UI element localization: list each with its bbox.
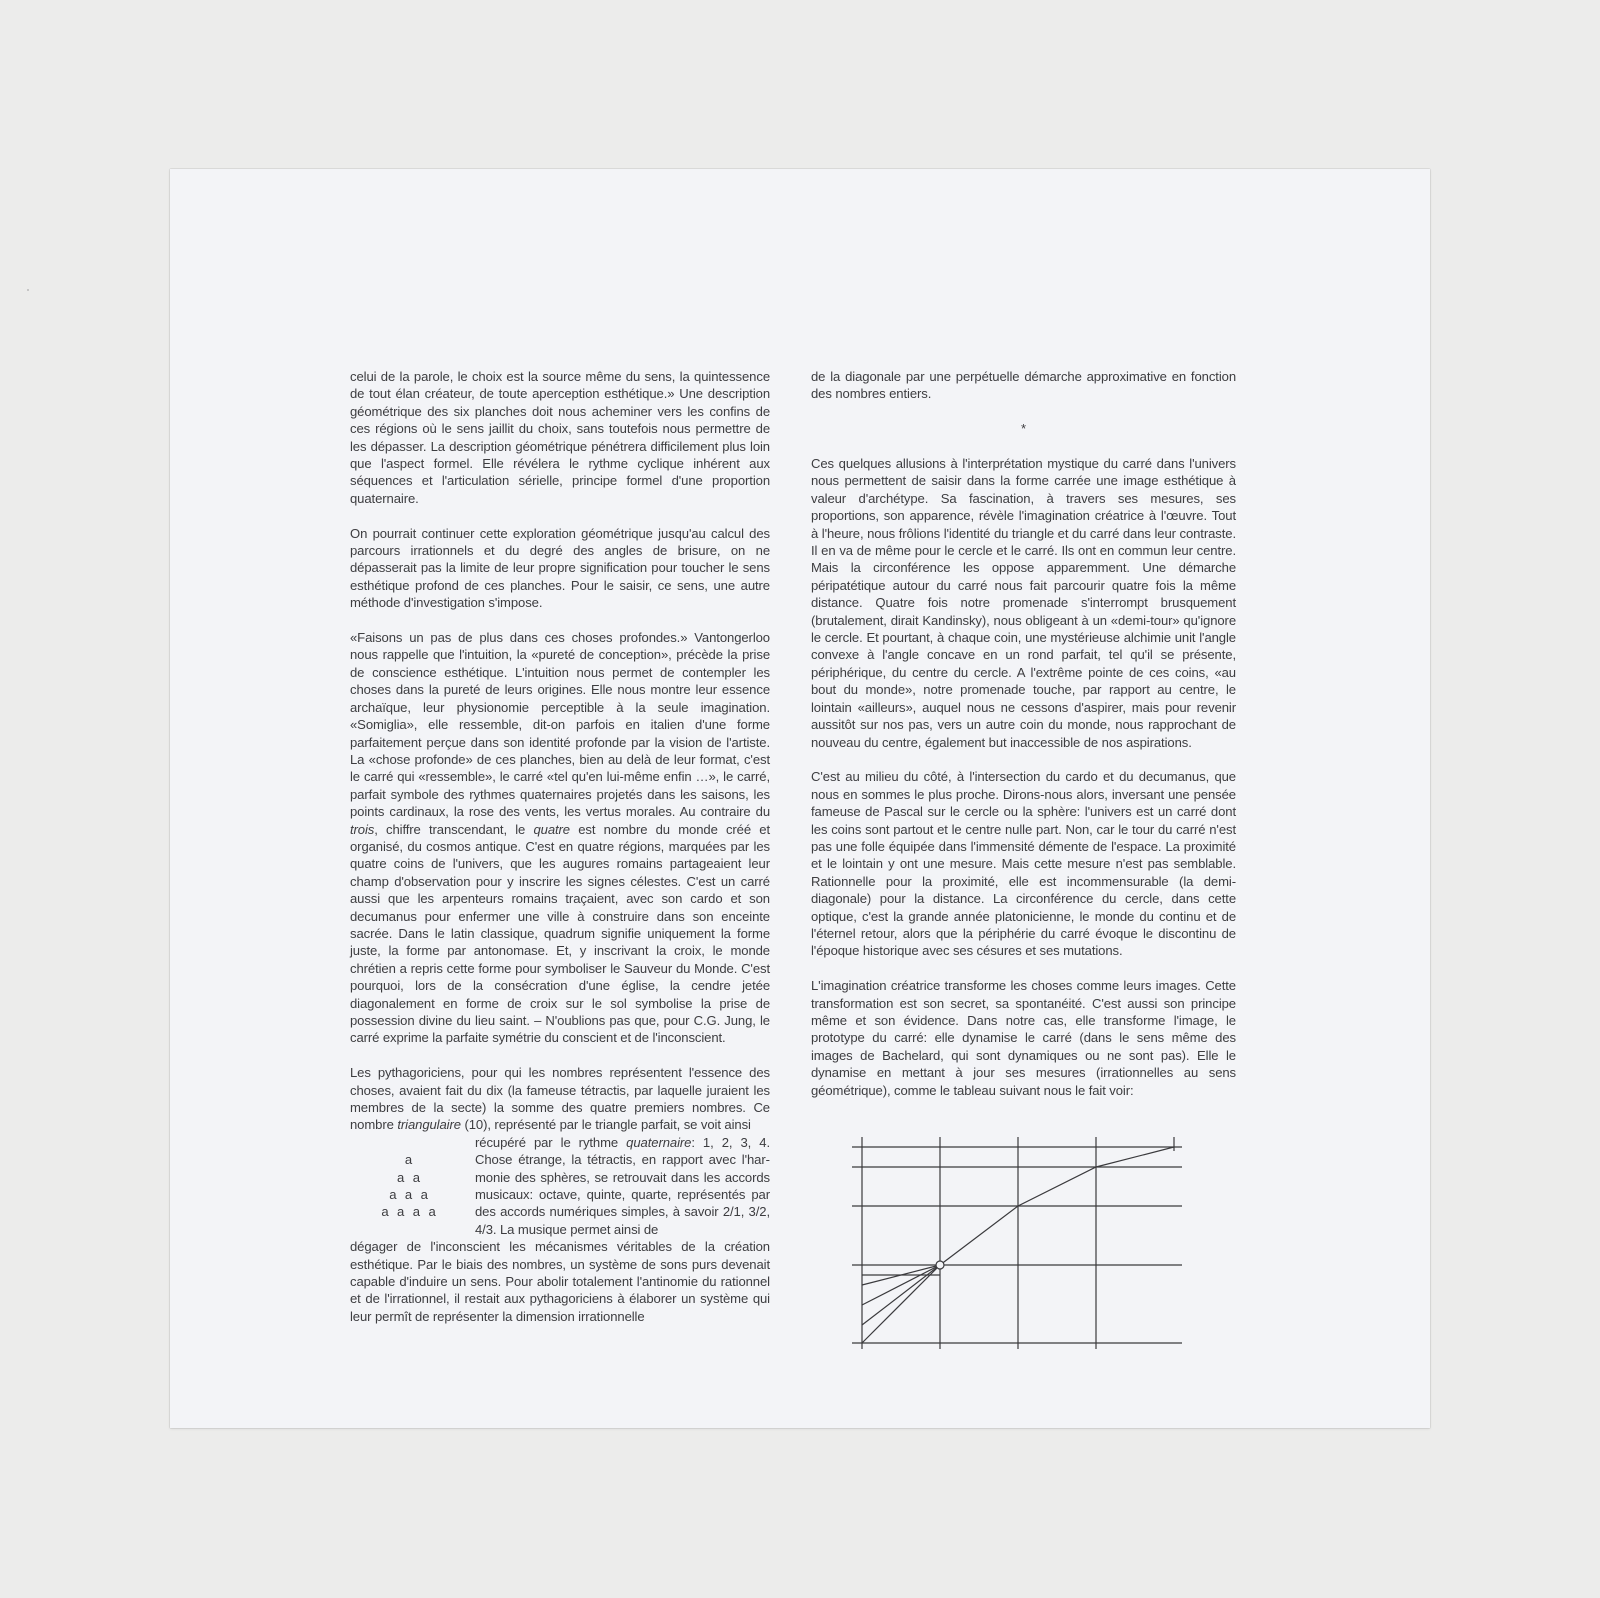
left-column xyxy=(350,368,770,1325)
tetractys-side-part: : 1, 2, 3, 4. Chose étrange, la tétractis, en rapport avec l'harmonie des sphères, se retrouvait dans les accords musicaux: octave, quinte, quarte, représentés par des accords numériques simples, à savoir 2/1, 3/2, 4/3. xyxy=(475,1134,770,1237)
paragraph-intuition xyxy=(350,629,770,1047)
tetractys-row-1: a xyxy=(404,1152,413,1168)
paragraph-cardo-decumanus: C'est au milieu du côté, à l'intersection du cardo et du decumanus, que nous en sommes le plus proche. Dirons-nous alors, inversant une pensée fameuse de Pascal sur le cercle ou la sphère: l'univers est un carré dont les coins sont partout et le centre nulle part. Non, car le tour du carré n'est pas une folle équipée dans l'immensité démente de l'espace. La proximité et le lointain y ont une mesure. Mais cette mesure n'est pas semblable. Rationnelle pour la proximité, elle est incommensurable (la demi-diagonale) pour la distance. La circonférence du cercle, dans cette optique, c'est la grande année platonicienne, le monde du continu et de l'éternel retour, alors que la périphérie du carré évoque le discontinu de l'époque historique avec ses césures et ses mutations. xyxy=(811,769,1236,959)
italic-quatre: quatre xyxy=(533,821,570,837)
right-column xyxy=(811,368,1236,1099)
paragraph-pythagoreans xyxy=(350,1064,770,1134)
tetractys-side-text xyxy=(475,1134,770,1238)
tetractys-figure xyxy=(350,1134,475,1238)
italic-quaternaire: quaternaire xyxy=(626,1134,692,1150)
paragraph-intuition-part: est nombre du monde créé et organisé, du cosmos antique. C'est en quatre régions, marquées par les quatre coins de l'univers, que les augures romains partageaient leur champ d'observation pour y inscrire les signes célestes. C'est un carré aussi que les arpenteurs romains traçaient, avec son cardo et son decumanus pour enfermer une ville à construire dans son enceinte sacrée. Dans le latin classique, quadrum signifie uniquement la forme juste, la forme par antonomase. Et, y inscrivant la croix, le monde chrétien a repris cette forme pour symboliser le Sauveur du Monde. C'est pourquoi, lors de la consécration d'une église, la cendre jetée diagonalement en forme de croix sur le sol symbolise la prise de possession divine du lieu saint. – N'oublions pas que, pour C.G. Jung, le carré exprime la parfaite symétrie du conscient et de l'inconscient. xyxy=(350,821,770,1046)
paragraph-intuition-part: , chiffre transcendant, le xyxy=(374,821,534,837)
document-page xyxy=(170,169,1430,1428)
paragraph-creative-imagination: L'imagination créatrice transforme les choses comme leurs images. Cette transformation est son secret, sa spontanéité. C'est aussi son principe même et son évidence. Dans notre cas, elle transforme l'image, le prototype du carré: elle dynamise le carré (dans le sens même des images de Bachelard, qui sont dynamiques ou ne sont pas). Elle le dynamise en mettant à jour ses mesures (irrationnelles au sens géométrique), comme le tableau suivant nous le fait voir: xyxy=(811,978,1236,1098)
tetractys-row-2: a a xyxy=(397,1169,420,1185)
paragraph-diagonal: de la diagonale par une perpétuelle démarche approximative en fonction des nombres entiers. xyxy=(811,369,1236,402)
center-point xyxy=(936,1261,944,1269)
ray-line xyxy=(862,1265,940,1343)
paragraph-mystic-square: Ces quelques allusions à l'interprétation mystique du carré dans l'univers nous permettent de saisir dans la forme carrée une image esthétique à valeur d'archétype. Sa fascination, à travers ses mesures, ses proportions, son apparence, révèle l'imagination créatrice à l'œuvre. Tout à l'heure, nous frôlions l'identité du triangle et du carré dans leur contraste. Il en va de même pour le cercle et le carré. Ils ont en commun leur centre. Mais la circonférence les oppose apparemment. Une démarche péripatétique autour du carré nous fait parcourir quatre fois la même distance. Quatre fois notre promenade s'interrompt brusquement (brutalement, dirait Kandinsky), nous obligeant à un «demi-tour» qu'ignore le cercle. Et pourtant, à chaque coin, une mystérieuse alchimie unit l'angle convexe à l'angle concave en un rond parfait, tel qu'il se présente, périphérique, du centre du cercle. A l'extrême pointe de ces coins, «au bout du monde», notre promenade touche, par rapport au centre, le lointain «ailleurs», auquel nous ne cessons d'aspirer, mais pour revenir aussitôt sur nos pas, vers un autre coin du monde, nous rapprochant de nouveau du centre, également but inaccessible de nos aspirations. xyxy=(811,456,1236,750)
tetractys-block xyxy=(350,1134,770,1238)
ray-line xyxy=(862,1265,940,1305)
italic-trois: trois xyxy=(350,821,375,837)
section-asterisk: * xyxy=(1021,421,1026,437)
paragraph-intuition-part: «Faisons un pas de plus dans ces choses profondes.» Vantongerloo nous rappelle que l'intuition, la «pureté de conception», précède la prise de conscience esthétique. L'intuition nous permet de contempler les choses dans la pureté de leurs origines. Elle nous montre leur essence archaïque, leur physionomie perceptible à la seule imagination. «Somiglia», elle ressemble, dit-on parfois en italien d'une forme parfaitement perçue dans son identité profonde par la vision de l'artiste. La «chose profonde» de ces planches, bien au delà de leur format, c'est le carré qui «ressemble», le carré «tel qu'en lui-même enfin …», le carré, parfait symbole des rythmes quaternaires projetés dans les saisons, les points cardinaux, la rose des vents, les vertus morales. Au contraire du xyxy=(350,630,770,820)
paragraph-pythagoreans-part: Les pythagoriciens, pour qui les nombres représentent l'essence des choses, avaient fait du dix (la fameuse tétractis, par laquelle juraient les membres de la secte) la somme des quatre premiers nombres. Ce nombre xyxy=(350,1065,770,1133)
paragraph-geometric-exploration: On pourrait continuer cette exploration géométrique jusqu'au calcul des parcours irrationnels et du degré des angles de brisure, on ne dépasserait pas la limite de leur propre signification pour toucher le sens esthétique profond de ces planches. Pour le saisir, ce sens, une autre méthode d'investigation s'impose. xyxy=(350,525,770,611)
paragraph-pythagoreans-part: (10), représenté par le triangle parfait, se voit ainsi xyxy=(460,1117,751,1133)
pythagoreans-continuation xyxy=(350,1238,770,1325)
square-measures-diagram xyxy=(852,1129,1192,1349)
tetractys-row-4: a a a a xyxy=(381,1204,436,1220)
tetractys-side-part: récupéré par le rythme xyxy=(475,1134,627,1150)
ray-line xyxy=(862,1265,940,1325)
tetractys-row-3: a a a xyxy=(389,1187,428,1202)
background-speck xyxy=(27,289,29,291)
tetractys-side-paragraph xyxy=(475,1134,770,1238)
paragraph-choice: celui de la parole, le choix est la source même du sens, la quintessence de tout élan créateur, de toute aperception esthétique.» Une description géométrique des six planches doit nous acheminer vers les confins de ces régions où le sens jaillit du choix, sans toutefois nous permettre de les dépasser. La description géométrique pénétrera difficilement plus loin que l'aspect formel. Elle révélera le rythme cyclique inhérent aux séquences et l'articulation sérielle, principe formel d'une proportion quaternaire. xyxy=(350,369,770,506)
italic-triangulaire: triangulaire xyxy=(397,1117,461,1133)
diagram-grid xyxy=(852,1137,1182,1349)
tetractys-side-part: La musique permet ainsi de xyxy=(496,1221,659,1237)
paragraph-pythagoreans-continued: dégager de l'inconscient les mécanismes véritables de la création esthétique. Par le biais des nombres, un système de sons purs devenait capable d'induire un sens. Pour abolir totalement l'antinomie du rationnel et de l'irrationnel, il restait aux pythagoriciens à élaborer un système qui leur permît de représenter la dimension irrationnelle xyxy=(350,1239,770,1324)
